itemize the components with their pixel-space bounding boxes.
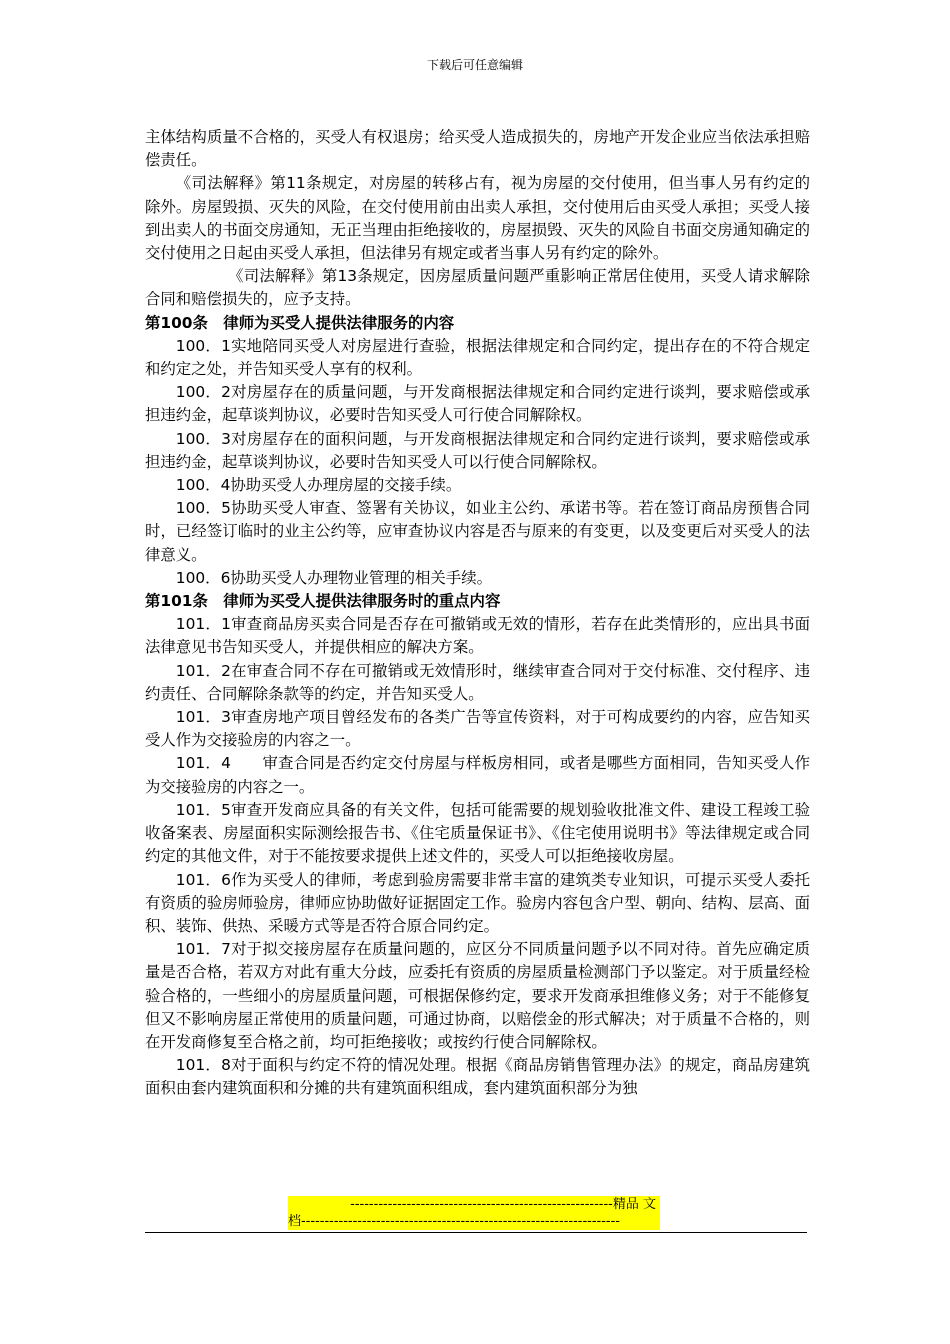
clause-100-6: 100．6协助买受人办理物业管理的相关手续。 [175,568,492,587]
clause-101-1: 101．1审查商品房买卖合同是否存在可撤销或无效的情形，若存在此类情形的，应出具书面法律意见书告知买受人，并提供相应的解决方案。 [145,615,810,657]
paragraph-judicial-article-13: 《司法解释》第13条规定，因房屋质量问题严重影响正常居住使用，买受人请求解除合同和赔偿损失的，应予支持。 [145,267,810,309]
clause-100-4: 100．4协助买受人办理房屋的交接手续。 [175,476,462,495]
clause-101-3: 101．3审查房地产项目曾经发布的各类广告等宣传资料，对于可构成要约的内容，应告知买受人作为交接验房的内容之一。 [145,708,810,750]
clause-100-5: 100．5协助买受人审查、签署有关协议，如业主公约、承诺书等。若在签订商品房预售合同时，已经签订临时的业主公约等，应审查协议内容是否与原来的有变更，以及变更后对买受人的法律意义。 [145,499,810,564]
clause-100-1: 100．1实地陪同买受人对房屋进行查验，根据法律规定和合同约定，提出存在的不符合规定和约定之处，并告知买受人享有的权利。 [145,336,810,379]
clause-101-2: 101．2在审查合同不存在可撤销或无效情形时，继续审查合同对于交付标准、交付程序、违约责任、合同解除条款等的约定，并告知买受人。 [145,661,810,703]
clause-100-2: 100．2对房屋存在的质量问题，与开发商根据法律规定和合同约定进行谈判，要求赔偿或承担违约金，起草谈判协议，必要时告知买受人可行使合同解除权。 [145,383,810,425]
clause-101-7: 101．7对于拟交接房屋存在质量问题的，应区分不同质量问题予以不同对待。首先应确定质量是否合格，若双方对此有重大分歧，应委托有资质的房屋质量检测部门予以鉴定。对于质量经检验合格的，一些细小的房屋质量问题，可根据保修约定，要求开发商承担维修义务；对于不能修复但又不影响房屋正常使用的质量问题，可通过协商，以赔偿金的形式解决；对于质量不合格的，则在开发商修复至合格之前，均可拒绝接收；或按约行使合同解除权。 [145,940,810,1051]
footer-divider [145,1232,807,1233]
clause-100-3: 100．3对房屋存在的面积问题，与开发商根据法律规定和合同约定进行谈判，要求赔偿或承担违约金，起草谈判协议，必要时告知买受人可以行使合同解除权。 [145,429,810,471]
article-heading-101: 第101条 律师为买受人提供法律服务时的重点内容 [145,592,501,611]
paragraph-judicial-article-11: 《司法解释》第11条规定，对房屋的转移占有，视为房屋的交付使用，但当事人另有约定的除外。房屋毁损、灭失的风险，在交付使用前由出卖人承担，交付使用后由买受人承担；买受人接到出卖人的书面交房通知，无正当理由拒绝接收的，房屋损毁、灭失的风险自书面交房通知确定的交付使用之日起由买受人承担，但法律另有规定或者当事人另有约定的除外。 [145,174,810,263]
footer-banner [288,1196,660,1230]
clause-101-4: 101．4 审查合同是否约定交付房屋与样板房相同，或者是哪些方面相同，告知买受人作为交接验房的内容之一。 [145,754,810,796]
page-header: 下载后可任意编辑 [426,58,523,72]
document-body [145,126,810,1101]
clause-101-8: 101．8对于面积与约定不符的情况处理。根据《商品房销售管理办法》的规定，商品房建筑面积由套内建筑面积和分摊的共有建筑面积组成，套内建筑面积部分为独 [145,1056,810,1098]
footer-banner-line1: --------------------------------------------------------精品 文 [350,1197,656,1212]
article-heading-100: 第100条 律师为买受人提供法律服务的内容 [145,313,455,332]
clause-101-5: 101．5审查开发商应具备的有关文件，包括可能需要的规划验收批准文件、建设工程竣工验收备案表、房屋面积实际测绘报告书、《住宅质量保证书》、《住宅使用说明书》等法律规定或合同约定的其他文件，对于不能按要求提供上述文件的，买受人可以拒绝接收房屋。 [145,800,810,866]
clause-101-6: 101．6作为买受人的律师，考虑到验房需要非常丰富的建筑类专业知识，可提示买受人委托有资质的验房师验房，律师应协助做好证据固定工作。验房内容包含户型、朝向、结构、层高、面积、装饰、供热、采暖方式等是否符合原合同约定。 [145,870,810,935]
paragraph-continuation: 主体结构质量不合格的，买受人有权退房；给买受人造成损失的，房地产开发企业应当依法承担赔偿责任。 [145,128,810,170]
footer-banner-line2: 档-------------------------------------------------------------------- [288,1214,620,1229]
